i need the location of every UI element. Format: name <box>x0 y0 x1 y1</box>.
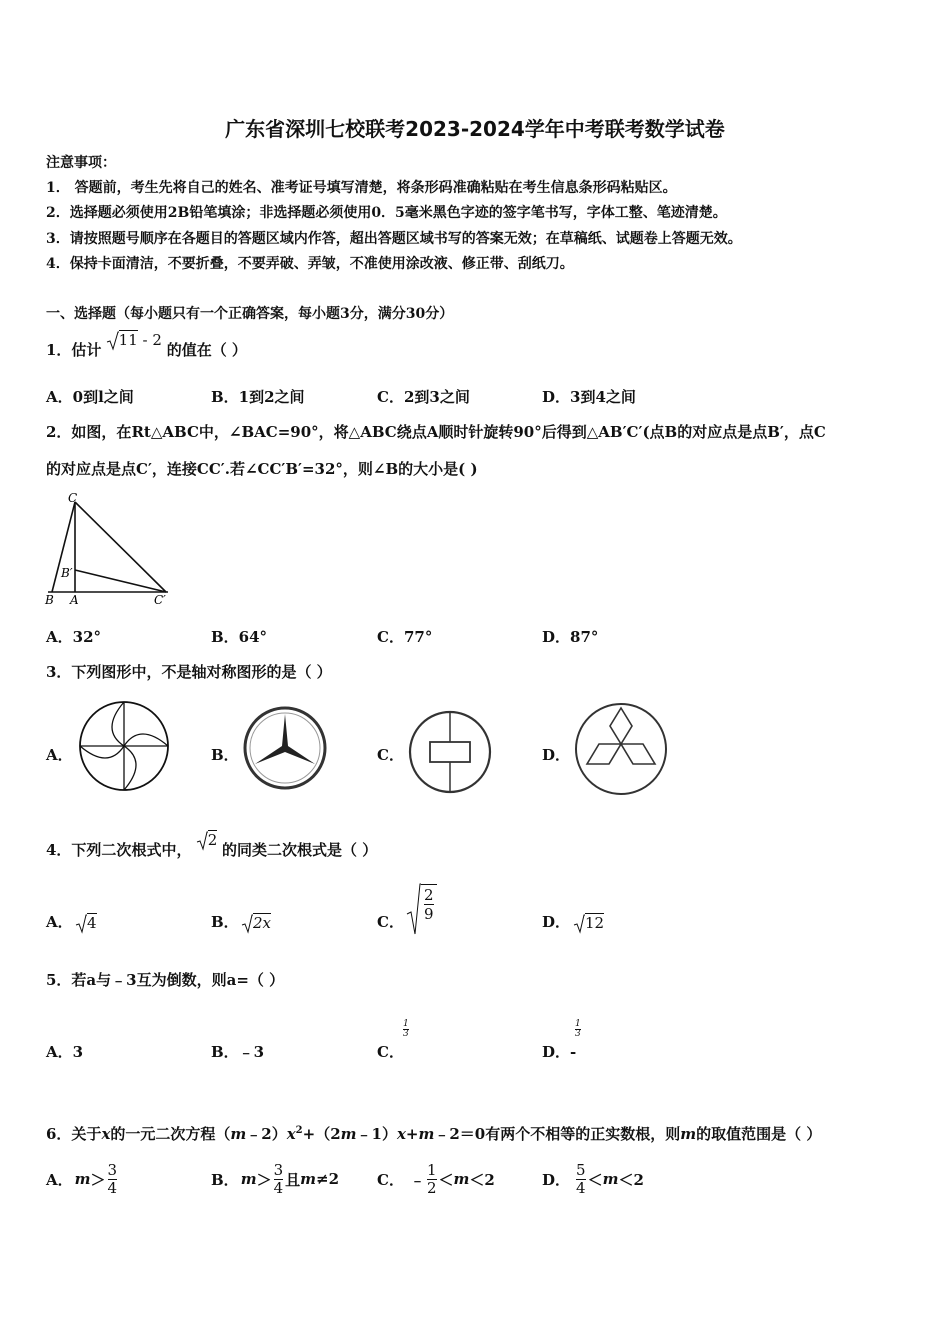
q3-figure-b-star[interactable] <box>243 706 327 790</box>
q6-option-d[interactable]: D． $\frac{5}{4}$ ＜ m ＜2 <box>542 1161 644 1197</box>
q1-expression <box>107 331 167 349</box>
q1-suffix: 的值在（ ） <box>166 341 247 359</box>
q4-prefix: 4．下列二次根式中， <box>46 841 192 859</box>
question-1 <box>46 331 247 360</box>
q3-option-a-label[interactable]: A． <box>46 746 73 764</box>
line-bc <box>75 570 166 592</box>
label-a: A <box>70 593 79 607</box>
notice-heading: 注意事项： <box>46 155 116 171</box>
radical-icon <box>407 884 421 934</box>
label-b-prime: B′ <box>61 566 73 580</box>
q5-option-c[interactable]: C． <box>377 1043 404 1061</box>
q4-option-d-value[interactable] <box>574 914 604 933</box>
q4-c-numerator: 2 <box>424 886 434 904</box>
q3-figure-d-diamonds[interactable] <box>574 702 668 796</box>
label-c-prime: C′ <box>154 593 166 607</box>
q3-figure-a-pinwheel[interactable] <box>78 700 170 792</box>
radical-icon <box>107 332 119 350</box>
q5-option-b[interactable]: B．﹣3 <box>211 1043 265 1061</box>
q4-option-c-value[interactable] <box>407 884 437 936</box>
radical-icon <box>574 915 585 933</box>
q1-prefix: 1．估计 <box>46 341 102 359</box>
page-title: 广东省深圳七校联考2023-2024学年中考联考数学试卷 <box>225 117 725 141</box>
radical-icon <box>242 915 253 933</box>
q2-option-d[interactable]: D．87° <box>542 628 599 646</box>
q6-option-b[interactable]: B． m ＞ $\frac{3}{4}$ 且 m ≠2 <box>211 1161 340 1197</box>
q4-a-radicand: 4 <box>87 914 97 932</box>
q3-option-b-label[interactable]: B． <box>211 746 239 764</box>
label-b: B <box>45 593 54 607</box>
q1-option-d[interactable]: D．3到4之间 <box>542 388 636 406</box>
q2-triangle-figure <box>40 490 180 610</box>
q4-option-c-label[interactable]: C． <box>377 913 404 931</box>
radical-icon <box>76 915 87 933</box>
q4-suffix: 的同类二次根式是（ ） <box>222 841 378 859</box>
q4-option-d-label[interactable]: D． <box>542 913 571 931</box>
q4-option-a-value[interactable] <box>76 914 97 933</box>
notice-item-2: 2．选择题必须使用2B铅笔填涂；非选择题必须使用0．5毫米黑色字迹的签字笔书写，字体工整、笔迹清楚。 <box>46 205 727 221</box>
q6-text: 6．关于x的一元二次方程$(m﹣2)x^2+(2m﹣1)x+m﹣2=0$有两个不相等的正实数根，则m的取值范围是（ ） <box>46 1125 822 1143</box>
q4-b-radicand: 2x <box>253 914 272 932</box>
q4-option-a-label[interactable]: A． <box>46 913 73 931</box>
q3-option-d-label[interactable]: D． <box>542 746 571 764</box>
q3-text: 3．下列图形中，不是轴对称图形的是（ ） <box>46 663 332 681</box>
q1-option-b[interactable]: B．1到2之间 <box>211 388 305 406</box>
radical-icon <box>197 832 208 850</box>
q4-c-denominator: 9 <box>424 905 434 923</box>
q4-radicand: 2 <box>207 831 218 849</box>
q4-option-b-value[interactable] <box>242 914 271 933</box>
q5-text: 5．若a与﹣3互为倒数，则a=（ ） <box>46 971 285 989</box>
q6-option-c[interactable]: C． ﹣ $\frac{1}{2}$ ＜ m ＜2 <box>377 1161 495 1197</box>
q6-option-a[interactable]: A． m ＞ $\frac{3}{4}$ <box>46 1161 118 1197</box>
q3-figure-c-coin[interactable] <box>408 710 492 794</box>
q1-minus: - 2 <box>137 331 162 349</box>
q2-text-line1: 2．如图，在Rt△ABC中，∠BAC=90°，将△ABC绕点A顺时针旋转90°后得到△AB′C′(点B的对应点是点B′，点C <box>46 423 826 441</box>
notice-item-3: 3．请按照题号顺序在各题目的答题区域内作答，超出答题区域书写的答案无效；在草稿纸、试题卷上答题无效。 <box>46 231 742 247</box>
q1-option-c[interactable]: C．2到3之间 <box>377 388 470 406</box>
q5-option-d[interactable]: D．- <box>542 1043 577 1061</box>
q2-option-c[interactable]: C．77° <box>377 628 433 646</box>
q2-option-b[interactable]: B．64° <box>211 628 268 646</box>
q2-option-a[interactable]: A．32° <box>46 628 102 646</box>
q3-option-c-label[interactable]: C． <box>377 746 404 764</box>
notice-item-1: 1． 答题前，考生先将自己的姓名、准考证号填写清楚，将条形码准确粘贴在考生信息条形码粘贴区。 <box>46 180 677 196</box>
q4-sqrt2 <box>197 831 222 849</box>
question-4 <box>46 831 378 860</box>
q1-radicand: 11 <box>118 331 138 349</box>
q1-option-a[interactable]: A．0到l之间 <box>46 388 134 406</box>
q4-option-b-label[interactable]: B． <box>211 913 239 931</box>
q5-option-a[interactable]: A．3 <box>46 1043 84 1061</box>
label-c: C <box>68 491 78 505</box>
q5-option-d-fraction: $\frac{1}{3}$ <box>575 1019 581 1039</box>
line-cc <box>75 502 166 592</box>
q2-text-line2: 的对应点是点C′，连接CC′.若∠CC′B′=32°，则∠B的大小是( ) <box>46 460 478 478</box>
notice-item-4: 4．保持卡面清洁，不要折叠，不要弄破、弄皱，不准使用涂改液、修正带、刮纸刀。 <box>46 256 574 272</box>
q4-d-radicand: 12 <box>585 914 605 932</box>
section-heading: 一、选择题（每小题只有一个正确答案，每小题3分，满分30分） <box>46 306 454 322</box>
q5-option-c-fraction: $\frac{1}{3}$ <box>403 1019 409 1039</box>
